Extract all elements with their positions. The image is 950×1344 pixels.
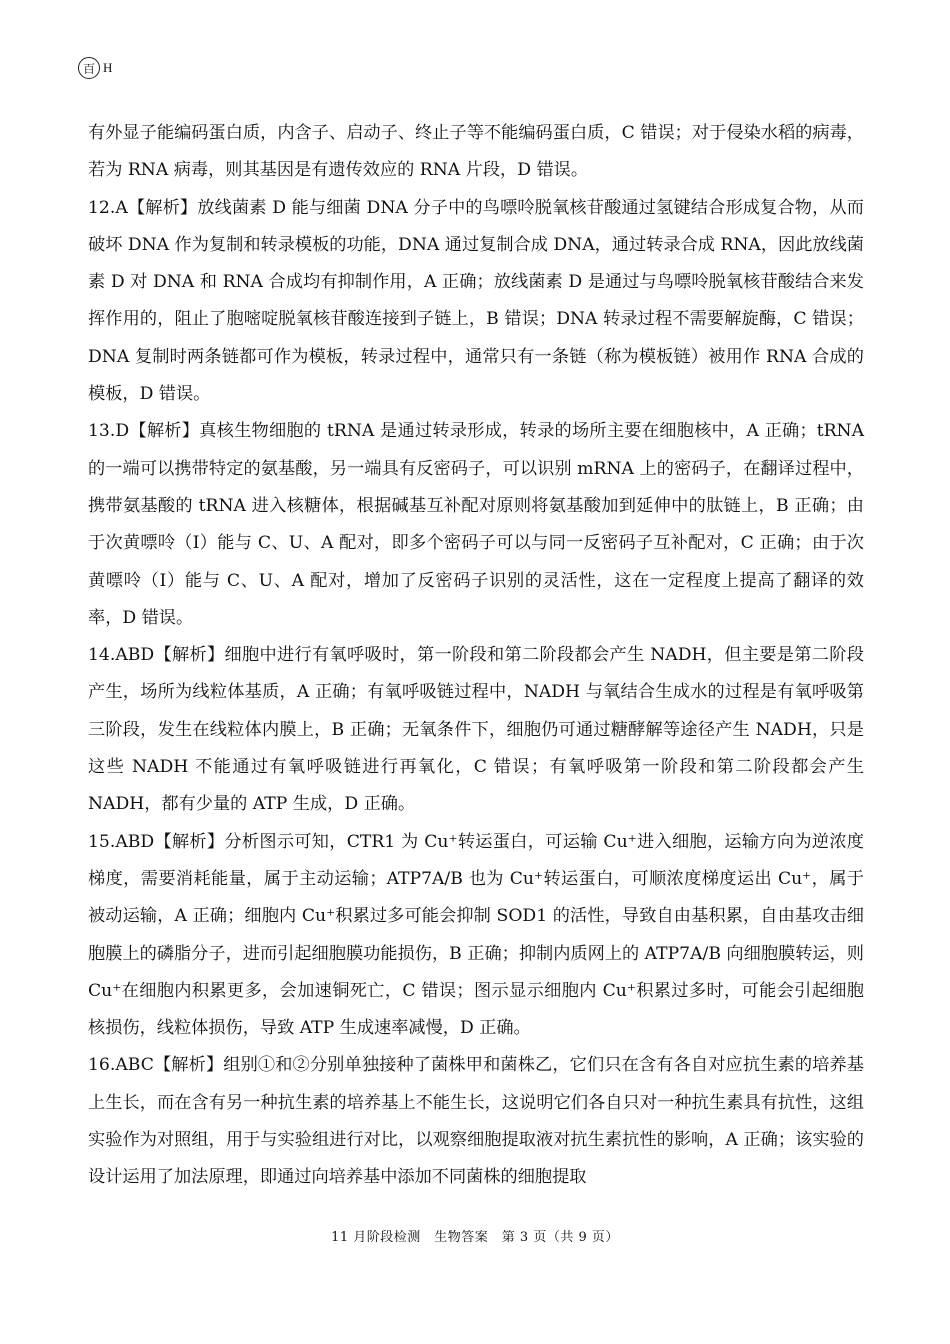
logo-circle-icon [78, 57, 100, 79]
answer-14: 14.ABD【解析】细胞中进行有氧呼吸时，第一阶段和第二阶段都会产生 NADH，但主要是第二阶段产生，场所为线粒体基质，A 正确；有氧呼吸链过程中，NADH 与氧结合生成水的过程是有氧呼吸第三阶段，发生在线粒体内膜上，B 正确；无氧条件下，细胞仍可通过糖酵解等途径产生 NADH，只是这些 NADH 不能通过有氧呼吸链进行再氧化，C 错误；有氧呼吸第一阶段和第二阶段都会产生 NADH，都有少量的 ATP 生成，D 正确。 [88, 645, 865, 815]
answer-12: 12.A【解析】放线菌素 D 能与细菌 DNA 分子中的鸟嘌呤脱氧核苷酸通过氢键结合形成复合物，从而破坏 DNA 作为复制和转录模板的功能，DNA 通过复制合成 DNA，通过转录合成 RNA，因此放线菌素 D 对 DNA 和 RNA 合成均有抑制作用，A 正确；放线菌素 D 是通过与鸟嘌呤脱氧核苷酸结合来发挥作用的，阻止了胞嘧啶脱氧核苷酸连接到子链上，B 错误；DNA 转录过程不需要解旋酶，C 错误；DNA 复制时两条链都可作为模板，转录过程中，通常只有一条链（称为模板链）被用作 RNA 合成的模板，D 错误。 [88, 197, 864, 405]
logo-letter: H [103, 60, 113, 75]
header-logo [78, 57, 112, 79]
answer-content [88, 115, 864, 1197]
page-footer: 11 月阶段检测 生物答案 第 3 页（共 9 页） [331, 1230, 619, 1245]
answer-16: 16.ABC【解析】组别①和②分别单独接种了菌株甲和菌株乙，它们只在含有各自对应抗生素的培养基上生长，而在含有另一种抗生素的培养基上不能生长，这说明它们各自只对一种抗生素具有抗性，这组实验作为对照组，用于与实验组进行对比，以观察细胞提取液对抗生素抗性的影响，A 正确；该实验的设计运用了加法原理，即通过向培养基中添加不同菌株的细胞提取 [88, 1055, 864, 1188]
logo-char: 百 [82, 61, 95, 76]
answer-15: 15.ABD【解析】分析图示可知，CTR1 为 Cu⁺转运蛋白，可运输 Cu⁺进入细胞，运输方向为逆浓度梯度，需要消耗能量，属于主动运输；ATP7A/B 也为 Cu⁺转运蛋白，可顺浓度梯度运出 Cu⁺，属于被动运输，A 正确；细胞内 Cu⁺积累过多可能会抑制 SOD1 的活性，导致自由基积累，自由基攻击细胞膜上的磷脂分子，进而引起细胞膜功能损伤，B 正确；抑制内质网上的 ATP7A/B 向细胞膜转运，则 Cu⁺在细胞内积累更多，会加速铜死亡，C 错误；图示显示细胞内 Cu⁺积累过多时，可能会引起细胞核损伤，线粒体损伤，导致 ATP 生成速率减慢，D 正确。 [88, 831, 864, 1039]
paragraph-continuation: 有外显子能编码蛋白质，内含子、启动子、终止子等不能编码蛋白质，C 错误；对于侵染水稻的病毒，若为 RNA 病毒，则其基因是有遗传效应的 RNA 片段，D 错误。 [88, 123, 864, 181]
answer-13: 13.D【解析】真核生物细胞的 tRNA 是通过转录形成，转录的场所主要在细胞核中，A 正确；tRNA 的一端可以携带特定的氨基酸，另一端具有反密码子，可以识别 mRNA 上的密码子，在翻译过程中，携带氨基酸的 tRNA 进入核糖体，根据碱基互补配对原则将氨基酸加到延伸中的肽链上，B 正确；由于次黄嘌呤（I）能与 C、U、A 配对，即多个密码子可以与同一反密码子互补配对，C 正确；由于次黄嘌呤（I）能与 C、U、A 配对，增加了反密码子识别的灵活性，这在一定程度上提高了翻译的效率，D 错误。 [88, 421, 864, 628]
